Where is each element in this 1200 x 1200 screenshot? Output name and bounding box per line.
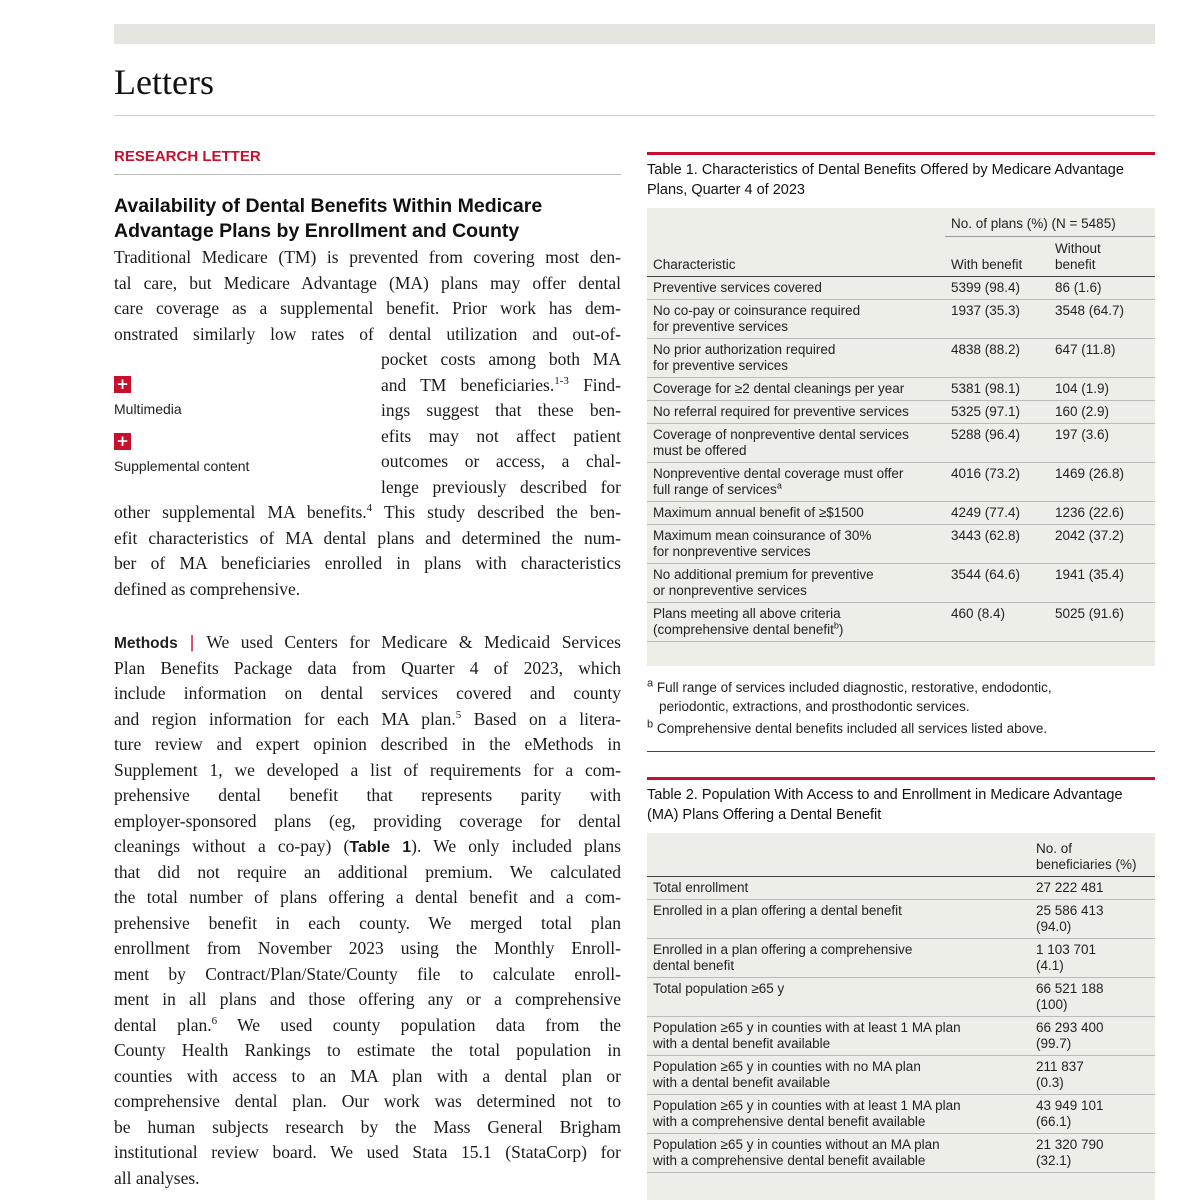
body-line: [381, 373, 621, 399]
body-line: Supplement 1, we developed a list of requirements for a com-: [114, 759, 621, 780]
table-row: [647, 401, 1155, 424]
label-cell: [647, 1095, 1030, 1134]
cell-text: with a dental benefit available: [653, 1036, 831, 1051]
footnote-b: [647, 719, 1155, 738]
cell-text: with a comprehensive dental benefit available: [653, 1153, 926, 1168]
table-header-row: [647, 216, 1155, 237]
cell-text: full range of services: [653, 482, 777, 497]
body-line: employer-sponsored plans (eg, providing coverage for dental: [114, 810, 621, 831]
body-line: Plan Benefits Package data from Quarter 4 of 2023, which: [114, 657, 621, 678]
footnote-mark: b: [647, 718, 654, 731]
with-benefit-cell: 4016 (73.2): [951, 466, 1021, 481]
table1: [647, 216, 1155, 642]
characteristic-cell: [647, 300, 945, 339]
col-header-label: [647, 841, 1030, 877]
label-cell: [647, 900, 1030, 939]
label-cell: [647, 877, 1030, 900]
citation[interactable]: 5: [455, 708, 462, 721]
page-header-bar: [114, 24, 1155, 44]
group-header: No. of plans (%) (N = 5485): [945, 216, 1155, 237]
label-cell: [647, 1056, 1030, 1095]
body-line: [114, 834, 621, 861]
cell-text: ): [838, 622, 844, 637]
table-row: [647, 877, 1155, 900]
cell-text: 27 222 481: [1036, 880, 1104, 895]
footnote-a: [647, 678, 1155, 697]
without-benefit-cell: 86 (1.6): [1055, 280, 1102, 295]
characteristic-cell: [647, 339, 945, 378]
cell-text: Coverage of nonpreventive dental services: [653, 427, 909, 442]
table-row: [647, 502, 1155, 525]
body-line: County Health Rankings to estimate the total population in: [114, 1040, 621, 1060]
col-header-characteristic: [647, 237, 945, 277]
col-header-beneficiaries: [1030, 841, 1155, 877]
table-row: [647, 424, 1155, 463]
article-title-line: Availability of Dental Benefits Within Medicare: [114, 195, 543, 217]
without-benefit-cell: 647 (11.8): [1055, 342, 1116, 357]
methods-separator: |: [177, 632, 207, 652]
cell-text: 43 949 101: [1036, 1098, 1104, 1113]
body-text-span: and region information for each MA plan.: [114, 708, 456, 729]
table-header-row: [647, 841, 1155, 877]
cell-text: (comprehensive dental benefit: [653, 622, 834, 637]
cell-text: Population ≥65 y in counties with at least 1 MA plan: [653, 1098, 961, 1113]
characteristic-cell: [647, 401, 945, 424]
table1-body: [647, 277, 1155, 642]
cell-text: 66 521 188: [1036, 981, 1104, 996]
with-benefit-cell: 4838 (88.2): [951, 342, 1021, 357]
cell-text: for preventive services: [653, 319, 789, 334]
cell-text: Preventive services covered: [653, 280, 822, 295]
body-line: efit characteristics of MA dental plans and determined the num-: [114, 527, 621, 548]
label-cell: [647, 1017, 1030, 1056]
label-divider: [114, 174, 621, 175]
table-row: [647, 1056, 1155, 1095]
without-benefit-cell: 1236 (22.6): [1055, 505, 1125, 520]
cell-text: Population ≥65 y in counties without an MA plan: [653, 1137, 940, 1152]
footnote-mark: a: [776, 480, 782, 491]
cell-text: Enrolled in a plan offering a dental benefit: [653, 903, 902, 918]
cell-text: (99.7): [1036, 1036, 1072, 1051]
caption-line: Table 1. Characteristics of Dental Benefits Offered by Medicare Advantage: [647, 162, 1124, 178]
cell-text: Enrolled in a plan offering a comprehensive: [653, 942, 913, 957]
article-type-label: RESEARCH LETTER: [114, 148, 261, 165]
table-row: [647, 463, 1155, 502]
cell-text: with a dental benefit available: [653, 1075, 831, 1090]
cell-text: Coverage for ≥2 dental cleanings per year: [653, 381, 905, 396]
cell-text: Nonpreventive dental coverage must offer: [653, 466, 904, 481]
table-header-cell: [647, 216, 945, 237]
caption-line: Plans, Quarter 4 of 2023: [647, 182, 805, 198]
body-line: [114, 1013, 621, 1039]
table-row: [647, 378, 1155, 401]
cell-text: dental benefit: [653, 958, 735, 973]
characteristic-cell: [647, 502, 945, 525]
characteristic-cell: [647, 277, 945, 300]
without-benefit-cell: 3548 (64.7): [1055, 303, 1125, 318]
body-text-span: We used Centers for Medicare & Medicaid Services: [206, 632, 621, 652]
body-line: pocket costs among both MA: [381, 349, 621, 369]
header-text: With benefit: [951, 257, 1023, 272]
characteristic-cell: [647, 378, 945, 401]
body-line: comprehensive dental plan. Our work was determined not to: [114, 1091, 621, 1111]
cell-text: 1 103 701: [1036, 942, 1097, 957]
body-line: include information on dental services covered and county: [114, 683, 621, 703]
cell-text: must be offered: [653, 443, 747, 458]
table1-top-rule: [647, 152, 1155, 155]
body-line: enrollment from November 2023 using the Monthly Enroll-: [114, 938, 621, 958]
multimedia-plus-icon[interactable]: +: [114, 376, 131, 393]
footnote-mark: b: [833, 620, 839, 631]
citation[interactable]: 6: [211, 1014, 218, 1027]
table-row: [647, 978, 1155, 1017]
body-line: Traditional Medicare (TM) is prevented from covering most den-: [114, 247, 621, 267]
body-text-span: This study described the ben-: [372, 502, 621, 522]
beneficiaries-cell: [1030, 1056, 1155, 1095]
citation[interactable]: 4: [366, 502, 373, 515]
body-line: ber of MA beneficiaries enrolled in plans with characteristics: [114, 553, 621, 573]
body-text-span: Based on a litera-: [461, 708, 622, 729]
body-line: onstrated similarly low rates of dental utilization and out-of-: [114, 323, 621, 344]
table-row: [647, 300, 1155, 339]
citation[interactable]: 1-3: [554, 374, 569, 387]
body-line: all analyses.: [114, 1167, 200, 1188]
multimedia-link[interactable]: Multimedia: [114, 401, 182, 417]
col-header-with: [945, 237, 1049, 277]
with-benefit-cell: 3443 (62.8): [951, 528, 1021, 543]
beneficiaries-cell: [1030, 1017, 1155, 1056]
caption-line: Table 2. Population With Access to and Enrollment in Medicare Advantage: [647, 787, 1123, 803]
cell-text: or nonpreventive services: [653, 583, 807, 598]
article-title: [114, 194, 624, 244]
with-benefit-cell: 5325 (97.1): [951, 404, 1021, 419]
cell-text: 21 320 790: [1036, 1137, 1104, 1152]
cell-text: with a comprehensive dental benefit available: [653, 1114, 926, 1129]
header-text: No. of: [1036, 841, 1073, 856]
cell-text: Maximum annual benefit of ≥$1500: [653, 505, 864, 520]
table-row: [647, 1095, 1155, 1134]
cell-text: Plans meeting all above criteria: [653, 606, 841, 621]
body-line: care coverage as a supplemental benefit. Prior work has dem-: [114, 298, 621, 318]
body-line: ings suggest that these ben-: [381, 400, 621, 420]
without-benefit-cell: 1941 (35.4): [1055, 567, 1125, 582]
beneficiaries-cell: [1030, 900, 1155, 939]
characteristic-cell: [647, 424, 945, 463]
cell-text: Population ≥65 y in counties with no MA plan: [653, 1059, 921, 1074]
characteristic-cell: [647, 603, 945, 642]
with-benefit-cell: 1937 (35.3): [951, 303, 1021, 318]
cell-text: Total enrollment: [653, 880, 749, 895]
section-title: Letters: [114, 62, 214, 102]
without-benefit-cell: 197 (3.6): [1055, 427, 1110, 442]
table1-footnotes: [647, 678, 1155, 738]
body-text-span: We used county population data from the: [217, 1014, 622, 1035]
cell-text: (4.1): [1036, 958, 1064, 973]
cell-text: Maximum mean coinsurance of 30%: [653, 528, 872, 543]
body-line: outcomes or access, a chal-: [381, 451, 621, 471]
with-benefit-cell: 5399 (98.4): [951, 280, 1021, 295]
body-line: [114, 500, 621, 526]
body-line: ment in all plans and those offering any or a comprehensive: [114, 989, 621, 1009]
cell-text: 25 586 413: [1036, 903, 1104, 918]
body-line: [114, 630, 621, 657]
table-row: [647, 1134, 1155, 1173]
supplemental-plus-icon[interactable]: +: [114, 433, 131, 450]
body-line: the total number of plans offering a dental benefit and a com-: [114, 887, 621, 907]
label-cell: [647, 978, 1030, 1017]
with-benefit-cell: 3544 (64.6): [951, 567, 1021, 582]
without-benefit-cell: 5025 (91.6): [1055, 606, 1125, 621]
characteristic-cell: [647, 525, 945, 564]
without-benefit-cell: 104 (1.9): [1055, 381, 1110, 396]
body-line: lenge previously described for: [381, 476, 621, 497]
table-row: [647, 564, 1155, 603]
col-header-without: [1049, 237, 1155, 277]
with-benefit-cell: 5381 (98.1): [951, 381, 1021, 396]
beneficiaries-cell: [1030, 939, 1155, 978]
body-line: tal care, but Medicare Advantage (MA) plans may offer dental: [114, 272, 621, 293]
section-divider: [114, 115, 1155, 116]
table2-caption: [647, 785, 1155, 825]
without-benefit-cell: 160 (2.9): [1055, 404, 1110, 419]
body-line: defined as comprehensive.: [114, 578, 301, 599]
body-line: ment by Contract/Plan/State/County file to calculate enroll-: [114, 963, 621, 984]
table1-caption: [647, 160, 1155, 200]
body-text-span: cleanings without a co-pay) (: [114, 836, 350, 856]
with-benefit-cell: 4249 (77.4): [951, 505, 1021, 520]
cell-text: (32.1): [1036, 1153, 1072, 1168]
table-row: [647, 939, 1155, 978]
body-text-span: ). We only included plans: [411, 836, 621, 856]
table2-top-rule: [647, 777, 1155, 780]
table2-body: [647, 877, 1155, 1173]
article-title-line: Advantage Plans by Enrollment and County: [114, 220, 520, 242]
cell-text: (66.1): [1036, 1114, 1072, 1129]
label-cell: [647, 1134, 1030, 1173]
table-row: [647, 277, 1155, 300]
footnote-text: Full range of services included diagnostic, restorative, endodontic,: [653, 680, 1052, 695]
cell-text: 66 293 400: [1036, 1020, 1104, 1035]
characteristic-cell: [647, 564, 945, 603]
cell-text: Total population ≥65 y: [653, 981, 785, 996]
supplemental-content-link[interactable]: Supplemental content: [114, 458, 250, 474]
cell-text: for nonpreventive services: [653, 544, 811, 559]
table2: [647, 841, 1155, 1173]
body-line: [114, 707, 621, 733]
body-line: that did not require an additional premium. We calculated: [114, 861, 621, 882]
body-text-span: and TM beneficiaries.: [381, 374, 555, 395]
body-line: counties with access to an MA plan with a dental plan or: [114, 1065, 621, 1086]
label-cell: [647, 939, 1030, 978]
header-text: Without: [1055, 241, 1101, 256]
table-row: [647, 525, 1155, 564]
without-benefit-cell: 1469 (26.8): [1055, 466, 1125, 481]
beneficiaries-cell: [1030, 978, 1155, 1017]
table-row: [647, 339, 1155, 378]
cell-text: No co-pay or coinsurance required: [653, 303, 861, 318]
footnote-mark: a: [647, 677, 654, 690]
body-line: ture review and expert opinion described in the eMethods in: [114, 734, 621, 754]
header-text: beneficiaries (%): [1036, 857, 1137, 872]
header-text: Characteristic: [653, 257, 736, 272]
table-row: [647, 1017, 1155, 1056]
body-text-span: dental plan.: [114, 1014, 212, 1035]
body-line: prehensive benefit in each county. We merged total plan: [114, 912, 621, 933]
beneficiaries-cell: [1030, 1134, 1155, 1173]
beneficiaries-cell: [1030, 1095, 1155, 1134]
cell-text: (100): [1036, 997, 1068, 1012]
cell-text: No additional premium for preventive: [653, 567, 874, 582]
cell-text: Population ≥65 y in counties with at least 1 MA plan: [653, 1020, 961, 1035]
cell-text: for preventive services: [653, 358, 789, 373]
cell-text: (94.0): [1036, 919, 1072, 934]
body-line: be human subjects research by the Mass General Brigham: [114, 1116, 621, 1137]
characteristic-cell: [647, 463, 945, 502]
methods-heading: Methods: [114, 635, 178, 652]
cell-text: (0.3): [1036, 1075, 1064, 1090]
caption-line: (MA) Plans Offering a Dental Benefit: [647, 807, 882, 823]
body-line: efits may not affect patient: [381, 425, 621, 446]
table-row: [647, 603, 1155, 642]
cell-text: No referral required for preventive services: [653, 404, 909, 419]
beneficiaries-cell: [1030, 877, 1155, 900]
with-benefit-cell: 5288 (96.4): [951, 427, 1021, 442]
cell-text: No prior authorization required: [653, 342, 836, 357]
footnote-text: Comprehensive dental benefits included all services listed above.: [653, 721, 1048, 736]
table-1-link[interactable]: Table 1: [349, 839, 412, 856]
body-line: prehensive dental benefit that represents parity with: [114, 785, 621, 805]
header-text: benefit: [1055, 257, 1096, 272]
without-benefit-cell: 2042 (37.2): [1055, 528, 1125, 543]
body-text-span: other supplemental MA benefits.: [114, 502, 367, 522]
table-row: [647, 900, 1155, 939]
table-header-row: [647, 237, 1155, 277]
table1-bottom-rule: [647, 751, 1155, 752]
with-benefit-cell: 460 (8.4): [951, 606, 1006, 621]
footnote-a-cont: periodontic, extractions, and prosthodontic services.: [659, 699, 970, 714]
body-line: institutional review board. We used Stata 15.1 (StataCorp) for: [114, 1142, 621, 1162]
cell-text: 211 837: [1036, 1059, 1084, 1074]
body-text-span: Find-: [568, 374, 621, 395]
